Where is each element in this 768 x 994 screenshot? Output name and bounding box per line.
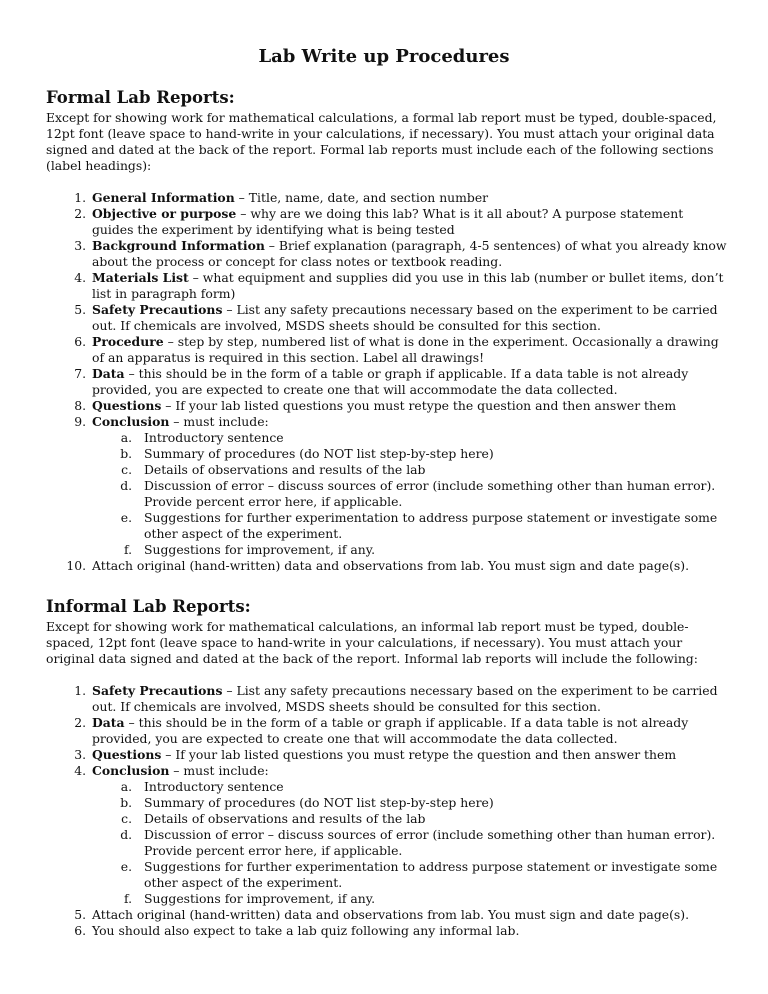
item-text: – this should be in the form of a table or graph if applicable. If a data table is not already provided, you are expected to create one that will accommodate the data collected. [92,715,689,746]
formal-intro: Except for showing work for mathematical calculations, a formal lab report must be typed, double-spaced, 12pt font (leave space to hand-write in your calculations, if necessary). You must attach your original data signed and dated at the back of the report. Formal lab reports must include each of the following sections (label headings): [46,110,717,173]
list-item [90,206,728,238]
list-item [90,398,728,414]
sublist-item: a. Introductory sentence [136,779,728,795]
item-label: Background Information [92,238,265,253]
item-label: Questions [92,398,162,413]
item-text: Attach original (hand-written) data and observations from lab. You must sign and date page(s). [92,558,690,573]
sublist-item: c. Details of observations and results of the lab [136,811,728,827]
item-label: Data [92,366,125,381]
list-item [90,190,728,206]
item-label: Data [92,715,125,730]
item-label: Safety Precautions [92,302,223,317]
list-item [90,558,728,574]
list-item [90,366,728,398]
item-text: – Title, name, date, and section number [234,190,489,205]
sublist-item: d. Discussion of error – discuss sources of error (include something other than human error). Provide percent error here, if applicable. [136,478,728,510]
sublist-item: f. Suggestions for improvement, if any. [136,542,728,558]
item-text: – List any safety precautions necessary based on the experiment to be carried out. If chemicals are involved, MSDS sheets should be consulted for this section. [92,683,718,714]
list-item [90,683,728,715]
formal-section [46,88,728,574]
item-text: – must include: [169,763,269,778]
formal-heading: Formal Lab Reports: [46,88,235,107]
item-label: Procedure [92,334,164,349]
sublist-item: a. Introductory sentence [136,430,728,446]
item-text: – List any safety precautions necessary based on the experiment to be carried out. If chemicals are involved, MSDS sheets should be consulted for this section. [92,302,718,333]
item-text: Attach original (hand-written) data and observations from lab. You must sign and date page(s). [92,907,690,922]
list-item [90,302,728,334]
list-item [90,334,728,366]
item-text: – must include: [169,414,269,429]
item-text: – what equipment and supplies did you use in this lab (number or bullet items, don’t list in paragraph form) [92,270,724,301]
informal-requirements-list [46,683,728,939]
list-item [90,763,728,907]
conclusion-sublist [92,779,728,907]
item-label: General Information [92,190,235,205]
item-text: – Brief explanation (paragraph, 4-5 sentences) of what you already know about the process or concept for class notes or textbook reading. [92,238,727,269]
sublist-item: e. Suggestions for further experimentation to address purpose statement or investigate some other aspect of the experiment. [136,510,728,542]
item-text: – step by step, numbered list of what is done in the experiment. Occasionally a drawing of an apparatus is required in this section. Label all drawings! [92,334,719,365]
informal-intro: Except for showing work for mathematical calculations, an informal lab report must be typed, double-spaced, 12pt font (leave space to hand-write in your calculations, if necessary). You must attach your original data signed and dated at the back of the report. Informal lab reports will include the following: [46,619,698,666]
sublist-item: b. Summary of procedures (do NOT list step-by-step here) [136,795,728,811]
item-text: You should also expect to take a lab quiz following any informal lab. [92,923,520,938]
item-text: – If your lab listed questions you must retype the question and then answer them [161,398,677,413]
item-label: Questions [92,747,162,762]
list-item [90,238,728,270]
item-label: Conclusion [92,414,170,429]
item-label: Materials List [92,270,189,285]
list-item [90,747,728,763]
page-title: Lab Write up Procedures [258,46,510,67]
list-item [90,923,728,939]
sublist-item: d. Discussion of error – discuss sources of error (include something other than human error). Provide percent error here, if applicable. [136,827,728,859]
list-item [90,907,728,923]
item-label: Objective or purpose [92,206,237,221]
list-item [90,715,728,747]
informal-heading: Informal Lab Reports: [46,597,251,616]
conclusion-sublist [92,430,728,558]
formal-requirements-list [46,190,728,574]
item-label: Conclusion [92,763,170,778]
item-text: – this should be in the form of a table or graph if applicable. If a data table is not already provided, you are expected to create one that will accommodate the data collected. [92,366,689,397]
item-text: – If your lab listed questions you must retype the question and then answer them [161,747,677,762]
item-label: Safety Precautions [92,683,223,698]
sublist-item: e. Suggestions for further experimentation to address purpose statement or investigate some other aspect of the experiment. [136,859,728,891]
informal-section [46,597,728,939]
sublist-item: c. Details of observations and results of the lab [136,462,728,478]
list-item [90,270,728,302]
list-item [90,414,728,558]
item-text: – why are we doing this lab? What is it all about? A purpose statement guides the experiment by identifying what is being tested [92,206,684,237]
sublist-item: b. Summary of procedures (do NOT list step-by-step here) [136,446,728,462]
sublist-item: f. Suggestions for improvement, if any. [136,891,728,907]
